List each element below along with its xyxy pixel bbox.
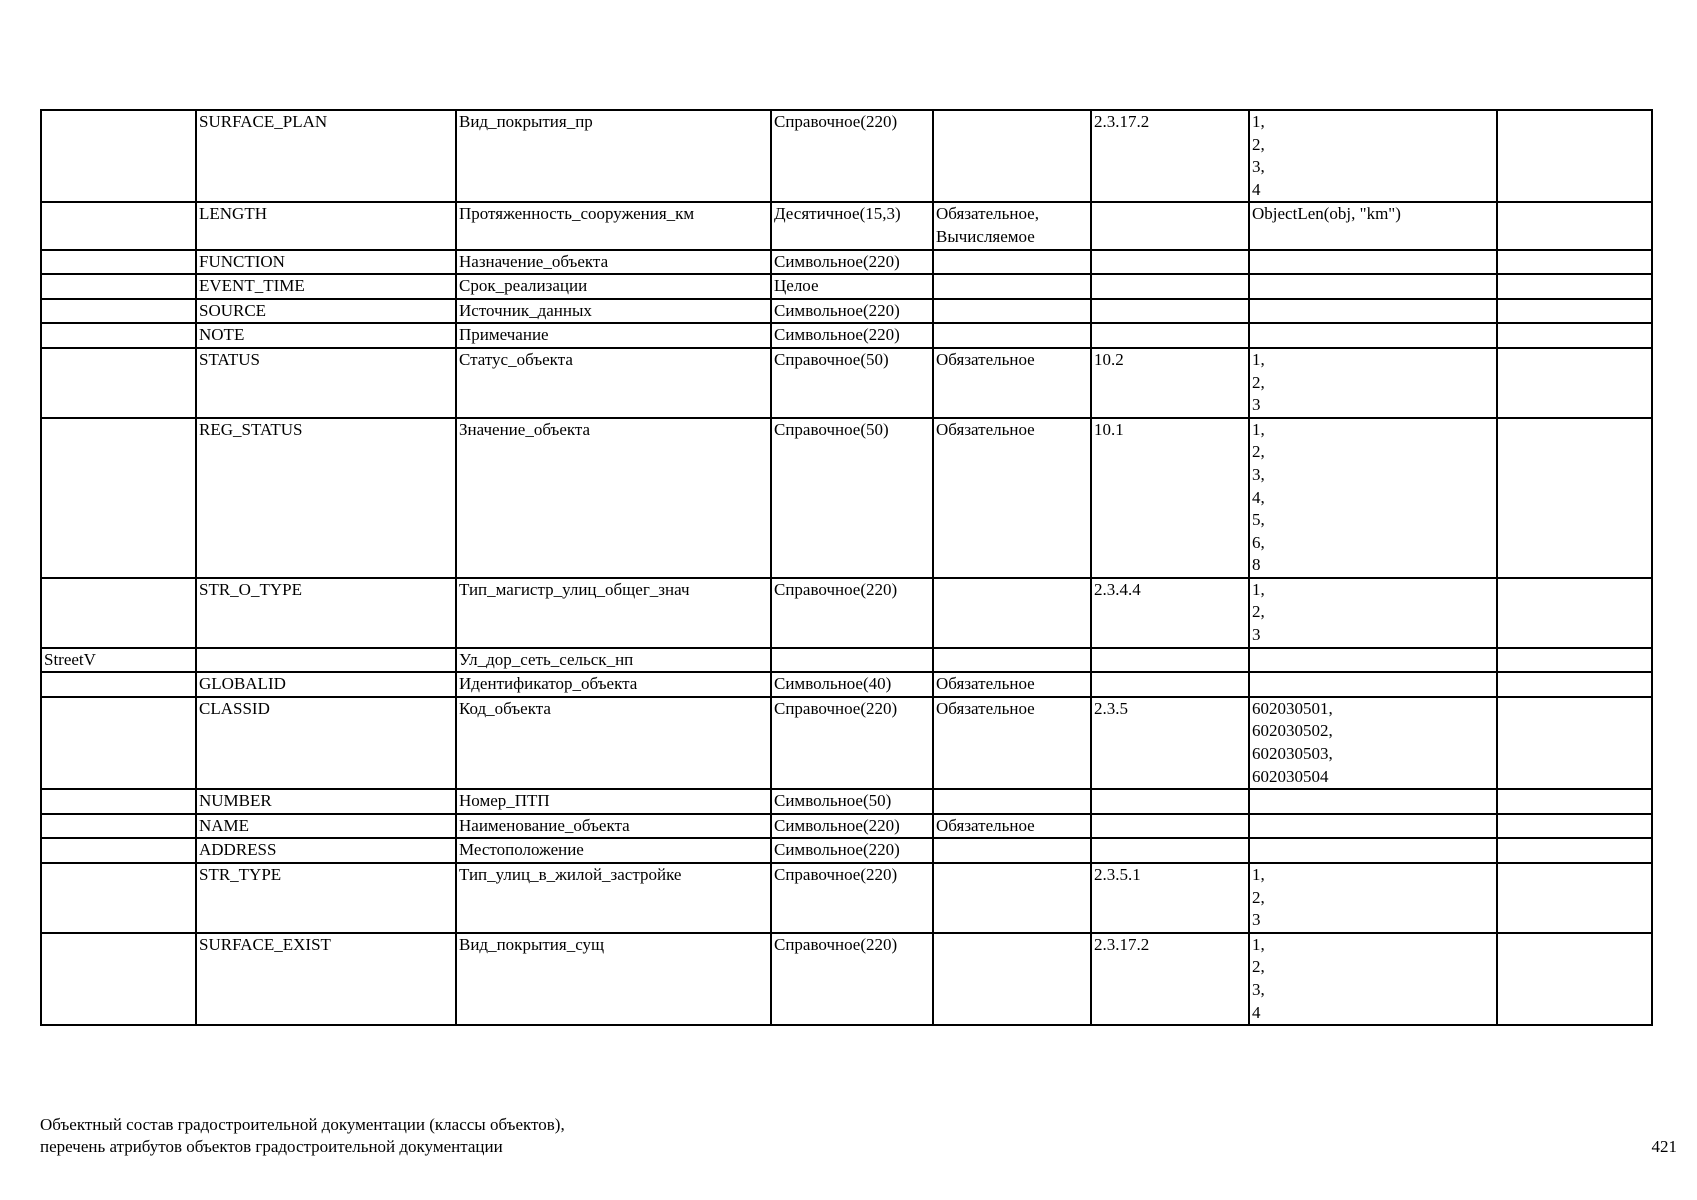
allowed-values-line: 3, [1252,157,1265,177]
data-type-cell: Справочное(220) [771,110,933,202]
field-name-cell: STR_TYPE [196,863,456,933]
requirement-cell [933,418,1091,578]
class-name-cell: StreetV [41,648,196,673]
field-name-cell [196,648,456,673]
class-name-cell [41,110,196,202]
requirement-cell [933,202,1091,249]
allowed-values-cell [1249,418,1497,578]
field-name-cell: NOTE [196,323,456,348]
note-cell [1497,418,1652,578]
allowed-values-line: 1, [1252,349,1265,369]
class-name-cell [41,578,196,648]
footer-caption-line-2: перечень атрибутов объектов градостроительной документации [40,1137,503,1156]
note-cell [1497,202,1652,249]
allowed-values-line: 602030503, [1252,744,1333,764]
table-row [41,250,1652,275]
requirement-cell [933,578,1091,648]
requirement-line: Обязательное, [936,204,1039,224]
allowed-values-line: 1, [1252,865,1265,884]
reference-section-cell: 10.1 [1091,418,1249,578]
class-name-cell [41,672,196,697]
reference-section-cell: 2.3.5 [1091,697,1249,789]
requirement-cell [933,274,1091,299]
requirement-cell [933,299,1091,324]
allowed-values-line: 602030502, [1252,721,1333,741]
field-alias-cell: Примечание [456,323,771,348]
field-name-cell: STR_O_TYPE [196,578,456,648]
reference-section-cell [1091,274,1249,299]
requirement-cell [933,814,1091,839]
allowed-values-line: 3 [1252,395,1261,415]
allowed-values-line: 602030501, [1252,698,1333,718]
table-row [41,110,1652,202]
allowed-values-line: ObjectLen(obj, "km") [1252,204,1401,224]
allowed-values-cell [1249,814,1497,839]
note-cell [1497,933,1652,1025]
allowed-values-cell [1249,933,1497,1025]
note-cell [1497,578,1652,648]
field-alias-cell: Идентификатор_объекта [456,672,771,697]
requirement-line: Обязательное [936,698,1035,718]
field-name-cell: STATUS [196,348,456,418]
field-alias-cell: Источник_данных [456,299,771,324]
reference-section-cell [1091,814,1249,839]
allowed-values-line: 8 [1252,555,1261,575]
allowed-values-cell [1249,323,1497,348]
reference-section-cell [1091,648,1249,673]
data-type-cell: Справочное(220) [771,863,933,933]
allowed-values-line: 6, [1252,532,1265,552]
data-type-cell: Символьное(50) [771,789,933,814]
field-name-cell: GLOBALID [196,672,456,697]
allowed-values-cell [1249,250,1497,275]
table-row [41,648,1652,673]
table-row [41,814,1652,839]
data-type-cell: Справочное(220) [771,697,933,789]
data-type-cell: Символьное(220) [771,250,933,275]
class-name-cell [41,418,196,578]
allowed-values-cell [1249,697,1497,789]
table-row [41,348,1652,418]
allowed-values-line: 3 [1252,910,1261,930]
table-row [41,838,1652,863]
note-cell [1497,348,1652,418]
allowed-values-line: 4 [1252,1002,1261,1022]
allowed-values-line: 3, [1252,979,1265,999]
allowed-values-cell [1249,274,1497,299]
class-name-cell [41,299,196,324]
note-cell [1497,838,1652,863]
reference-section-cell [1091,299,1249,324]
field-name-cell: SURFACE_PLAN [196,110,456,202]
field-alias-cell: Вид_покрытия_пр [456,110,771,202]
requirement-cell [933,648,1091,673]
note-cell [1497,672,1652,697]
note-cell [1497,697,1652,789]
reference-section-cell: 10.2 [1091,348,1249,418]
requirement-cell [933,789,1091,814]
reference-section-cell [1091,250,1249,275]
allowed-values-line: 1, [1252,579,1265,599]
requirement-cell [933,250,1091,275]
class-name-cell [41,250,196,275]
class-name-cell [41,697,196,789]
allowed-values-line: 2, [1252,372,1265,392]
table-row [41,299,1652,324]
data-type-cell: Символьное(220) [771,299,933,324]
table-row [41,578,1652,648]
field-name-cell: REG_STATUS [196,418,456,578]
field-name-cell: FUNCTION [196,250,456,275]
allowed-values-cell [1249,789,1497,814]
field-alias-cell: Вид_покрытия_сущ [456,933,771,1025]
class-name-cell [41,202,196,249]
field-name-cell: SOURCE [196,299,456,324]
note-cell [1497,863,1652,933]
data-type-cell: Десятичное(15,3) [771,202,933,249]
field-alias-cell: Значение_объекта [456,418,771,578]
data-type-cell: Символьное(40) [771,672,933,697]
page-number: 421 [1651,1137,1677,1156]
reference-section-cell: 2.3.17.2 [1091,933,1249,1025]
reference-section-cell: 2.3.4.4 [1091,578,1249,648]
data-type-cell: Справочное(50) [771,348,933,418]
field-alias-cell: Наименование_объекта [456,814,771,839]
table-row [41,202,1652,249]
requirement-cell [933,323,1091,348]
requirement-line: Обязательное [936,674,1035,694]
class-name-cell [41,323,196,348]
class-name-cell [41,814,196,839]
table-row [41,418,1652,578]
table-row [41,323,1652,348]
footer-caption-line-1: Объектный состав градостроительной документации (классы объектов), [40,1115,565,1134]
table-row [41,863,1652,933]
field-alias-cell: Срок_реализации [456,274,771,299]
requirement-cell [933,863,1091,933]
field-alias-cell: Протяженность_сооружения_км [456,202,771,249]
note-cell [1497,789,1652,814]
allowed-values-line: 1, [1252,112,1265,131]
requirement-cell [933,348,1091,418]
class-name-cell [41,933,196,1025]
field-name-cell: LENGTH [196,202,456,249]
reference-section-cell: 2.3.17.2 [1091,110,1249,202]
field-name-cell: NAME [196,814,456,839]
requirement-cell [933,672,1091,697]
allowed-values-line: 2, [1252,957,1265,977]
allowed-values-cell [1249,863,1497,933]
allowed-values-line: 2, [1252,887,1265,907]
requirement-line: Обязательное [936,349,1035,369]
class-name-cell [41,838,196,863]
allowed-values-line: 2, [1252,442,1265,462]
table-row [41,697,1652,789]
allowed-values-line: 4, [1252,487,1265,507]
table-row [41,789,1652,814]
allowed-values-line: 602030504 [1252,766,1329,786]
table-body [41,110,1652,1025]
note-cell [1497,250,1652,275]
allowed-values-line: 4 [1252,179,1261,199]
reference-section-cell: 2.3.5.1 [1091,863,1249,933]
field-name-cell: SURFACE_EXIST [196,933,456,1025]
allowed-values-line: 2, [1252,134,1265,154]
allowed-values-line: 1, [1252,419,1265,439]
requirement-cell [933,110,1091,202]
class-name-cell [41,789,196,814]
data-type-cell: Символьное(220) [771,814,933,839]
data-type-cell: Целое [771,274,933,299]
table-row [41,274,1652,299]
field-alias-cell: Тип_магистр_улиц_общег_знач [456,578,771,648]
field-alias-cell: Ул_дор_сеть_сельск_нп [456,648,771,673]
note-cell [1497,648,1652,673]
allowed-values-cell [1249,110,1497,202]
requirement-cell [933,697,1091,789]
data-type-cell [771,648,933,673]
data-type-cell: Справочное(220) [771,578,933,648]
requirement-line: Обязательное [936,815,1035,835]
allowed-values-line: 1, [1252,934,1265,954]
field-alias-cell: Тип_улиц_в_жилой_застройке [456,863,771,933]
reference-section-cell [1091,323,1249,348]
allowed-values-cell [1249,202,1497,249]
allowed-values-cell [1249,838,1497,863]
field-name-cell: EVENT_TIME [196,274,456,299]
note-cell [1497,814,1652,839]
class-name-cell [41,348,196,418]
field-alias-cell: Номер_ПТП [456,789,771,814]
attributes-table [40,109,1653,1026]
table-row [41,933,1652,1025]
field-name-cell: CLASSID [196,697,456,789]
allowed-values-line: 2, [1252,602,1265,622]
field-alias-cell: Местоположение [456,838,771,863]
field-alias-cell: Код_объекта [456,697,771,789]
footer-caption [40,1114,565,1158]
field-name-cell: NUMBER [196,789,456,814]
data-type-cell: Справочное(220) [771,933,933,1025]
allowed-values-cell [1249,299,1497,324]
requirement-line: Вычисляемое [936,226,1035,246]
class-name-cell [41,863,196,933]
allowed-values-cell [1249,348,1497,418]
data-type-cell: Справочное(50) [771,418,933,578]
data-type-cell: Символьное(220) [771,838,933,863]
requirement-cell [933,838,1091,863]
reference-section-cell [1091,202,1249,249]
allowed-values-line: 3 [1252,625,1261,645]
note-cell [1497,110,1652,202]
field-alias-cell: Статус_объекта [456,348,771,418]
allowed-values-cell [1249,672,1497,697]
field-name-cell: ADDRESS [196,838,456,863]
data-type-cell: Символьное(220) [771,323,933,348]
reference-section-cell [1091,789,1249,814]
reference-section-cell [1091,672,1249,697]
allowed-values-line: 5, [1252,510,1265,530]
field-alias-cell: Назначение_объекта [456,250,771,275]
note-cell [1497,274,1652,299]
allowed-values-cell [1249,648,1497,673]
reference-section-cell [1091,838,1249,863]
allowed-values-line: 3, [1252,464,1265,484]
requirement-cell [933,933,1091,1025]
allowed-values-cell [1249,578,1497,648]
table-row [41,672,1652,697]
note-cell [1497,299,1652,324]
class-name-cell [41,274,196,299]
requirement-line: Обязательное [936,419,1035,439]
note-cell [1497,323,1652,348]
